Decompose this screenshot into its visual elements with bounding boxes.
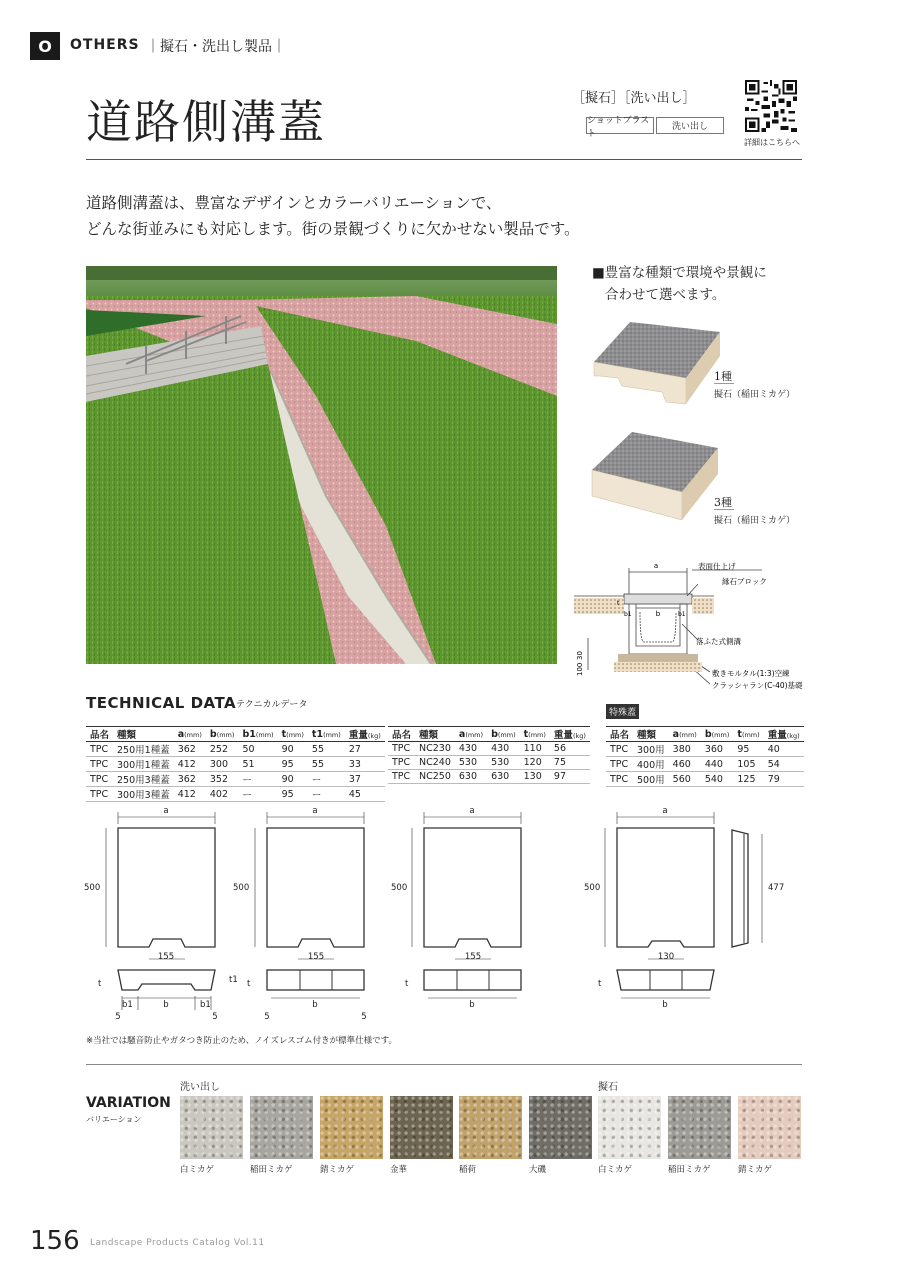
d2-notch: 155	[307, 952, 325, 962]
table3-header: b(mm)	[701, 727, 734, 742]
table-cell: 630	[455, 770, 487, 784]
table-cell: 352	[206, 772, 239, 787]
swatch-image	[250, 1096, 313, 1159]
table-cell: TPC	[606, 757, 633, 772]
d1-b1-left: b1	[122, 1000, 133, 1010]
table-cell: 50	[238, 742, 277, 757]
spec-table-3	[606, 726, 804, 787]
d3-a: a	[469, 806, 475, 816]
table-cell: 110	[520, 742, 550, 756]
section-label-surface: 表面仕上げ	[698, 562, 736, 571]
swatch-image	[390, 1096, 453, 1159]
table-cell: 130	[520, 770, 550, 784]
side-height: 477	[768, 883, 785, 893]
table-cell: 402	[206, 787, 239, 802]
swatch-image	[598, 1096, 661, 1159]
product-type3-image	[590, 430, 720, 522]
product-type1-number: 1種	[714, 370, 732, 383]
d2-a: a	[312, 806, 318, 816]
table-cell: 56	[550, 742, 590, 756]
variation-title: VARIATION	[86, 1095, 171, 1111]
d1-b1-right: b1	[200, 1000, 211, 1010]
d1-b: b	[163, 1000, 169, 1010]
table-cell: 380	[669, 742, 701, 757]
product-type3-label: 擬石（稲田ミカゲ）	[714, 516, 796, 526]
table-row	[606, 757, 804, 772]
swatch-image	[459, 1096, 522, 1159]
swatch-label: 金華	[390, 1165, 408, 1175]
table-cell: 300	[206, 757, 239, 772]
swatch-image	[180, 1096, 243, 1159]
tag-arai: 洗い出し	[656, 117, 724, 134]
table2-header: 種類	[415, 727, 455, 742]
table-cell: TPC	[86, 757, 113, 772]
tag-shotblast: ショットブラスト	[586, 117, 654, 134]
table-cell: ー	[308, 787, 345, 802]
d3-b: b	[469, 1000, 475, 1010]
table1-header: 種類	[113, 727, 174, 742]
table-cell: 54	[764, 757, 804, 772]
table-cell: 55	[308, 742, 345, 757]
table3-header: a(mm)	[669, 727, 701, 742]
table3-header: 種類	[633, 727, 669, 742]
d3-height: 500	[391, 883, 408, 893]
table2-header: 品名	[388, 727, 415, 742]
feature-heading	[592, 262, 767, 306]
table-cell: NC240	[415, 756, 455, 770]
table-cell: 95	[278, 757, 308, 772]
table-cell: 300用3種蓋	[113, 787, 174, 802]
table-cell: TPC	[86, 787, 113, 802]
table-row	[388, 770, 590, 784]
swatch-image	[738, 1096, 801, 1159]
product-type1-label: 擬石（稲田ミカゲ）	[714, 390, 796, 400]
subcategory-label: ｜擬石・洗出し製品｜	[146, 39, 286, 55]
table-cell: 430	[455, 742, 487, 756]
feature-heading-line-1: ■豊富な種類で環境や景観に	[592, 265, 767, 281]
table-cell: 630	[487, 770, 520, 784]
product-type1-image	[592, 318, 722, 406]
table-cell: 440	[701, 757, 734, 772]
table-row	[388, 742, 590, 756]
d2-margin-left: 5	[264, 1012, 270, 1022]
table2-header: b(mm)	[487, 727, 520, 742]
table-cell: NC250	[415, 770, 455, 784]
table2-header: t(mm)	[520, 727, 550, 742]
swatch-image	[668, 1096, 731, 1159]
table-cell: 412	[174, 757, 206, 772]
table-cell: 500用	[633, 772, 669, 787]
table-cell: 560	[669, 772, 701, 787]
d1-t: t	[98, 979, 102, 989]
d3-t: t	[405, 979, 409, 989]
feature-heading-line-2: 合わせて選べます。	[605, 287, 726, 303]
intro-line-2: どんな街並みにも対応します。街の景観づくりに欠かせない製品です。	[86, 220, 580, 238]
table-row	[86, 772, 385, 787]
table-cell: TPC	[86, 742, 113, 757]
section-diagram	[574, 558, 814, 692]
table-cell: TPC	[388, 742, 415, 756]
swatch-label: 白ミカゲ	[598, 1165, 633, 1175]
table3-header: 重量(kg)	[764, 727, 804, 742]
table1-header: b1(mm)	[238, 727, 277, 742]
swatch-label: 稲田ミカゲ	[250, 1165, 293, 1175]
product-type1-rule	[714, 383, 734, 384]
d4-a: a	[662, 806, 668, 816]
table-cell: 250用1種蓋	[113, 742, 174, 757]
swatch-label: 錆ミカゲ	[320, 1165, 355, 1175]
section-dim-30: 30	[576, 651, 584, 660]
table1-header: t(mm)	[278, 727, 308, 742]
table1-header: t1(mm)	[308, 727, 345, 742]
d4-b: b	[662, 1000, 668, 1010]
table-cell: 120	[520, 756, 550, 770]
table-cell: 250用3種蓋	[113, 772, 174, 787]
section-a-label: a	[653, 562, 659, 570]
table-row	[86, 742, 385, 757]
section-b-label: b	[655, 610, 661, 618]
dimension-drawings	[80, 800, 810, 1022]
table-cell: 400用	[633, 757, 669, 772]
section-label-base: クラッシャラン(C-40)基礎	[712, 681, 803, 690]
title-divider	[86, 159, 802, 160]
table-cell: 105	[733, 757, 763, 772]
product-type3-number: 3種	[714, 496, 732, 509]
table-row	[606, 772, 804, 787]
table-cell: 300用	[633, 742, 669, 757]
table-cell: TPC	[606, 742, 633, 757]
product-type3-rule	[714, 509, 734, 510]
swatch-image	[529, 1096, 592, 1159]
page-title: 道路側溝蓋	[86, 95, 326, 149]
table-cell: 300用1種蓋	[113, 757, 174, 772]
swatch-label: 大磯	[529, 1165, 547, 1175]
table-cell: 540	[701, 772, 734, 787]
table-cell: 79	[764, 772, 804, 787]
swatch-image	[320, 1096, 383, 1159]
qr-code[interactable]	[745, 80, 797, 132]
table-cell: 360	[701, 742, 734, 757]
table-cell: 530	[487, 756, 520, 770]
section-b1-right: b1	[678, 611, 686, 618]
table-row	[86, 757, 385, 772]
swatch-label: 稲田ミカゲ	[668, 1165, 711, 1175]
d2-height: 500	[233, 883, 250, 893]
spec-table-2	[388, 726, 590, 784]
table-row	[388, 756, 590, 770]
table-cell: 45	[345, 787, 385, 802]
section-label-mortar: 敷きモルタル(1:3)空練	[712, 669, 790, 678]
table-cell: 95	[278, 787, 308, 802]
qr-caption: 詳細はこちらへ	[744, 138, 800, 147]
table1-header: 品名	[86, 727, 113, 742]
table-cell: 97	[550, 770, 590, 784]
table-cell: 40	[764, 742, 804, 757]
table-cell: 125	[733, 772, 763, 787]
table-cell: 252	[206, 742, 239, 757]
d2-t: t	[247, 979, 251, 989]
swatch-label: 錆ミカゲ	[738, 1165, 773, 1175]
intro-line-1: 道路側溝蓋は、豊富なデザインとカラーバリエーションで、	[86, 194, 502, 212]
table-cell: 27	[345, 742, 385, 757]
special-badge: 特殊蓋	[606, 704, 639, 719]
d1-height: 500	[84, 883, 101, 893]
d1-notch: 155	[157, 952, 175, 962]
table-cell: 362	[174, 772, 206, 787]
table-cell: 412	[174, 787, 206, 802]
technical-title-jp: テクニカルデータ	[236, 700, 308, 710]
swatch-label: 白ミカゲ	[180, 1165, 215, 1175]
section-t-label: t	[617, 600, 620, 607]
table2-header: a(mm)	[455, 727, 487, 742]
page-number: 156	[30, 1226, 80, 1256]
table3-header: 品名	[606, 727, 633, 742]
d1-margin-left: 5	[115, 1012, 121, 1022]
footnote: ※当社では騒音防止やガタつき防止のため、ノイズレスゴム付きが標準仕様です。	[86, 1036, 398, 1046]
table-cell: 55	[308, 757, 345, 772]
technical-title: TECHNICAL DATA	[86, 694, 237, 712]
table2-header: 重量(kg)	[550, 727, 590, 742]
section-label-curb: 縁石ブロック	[722, 577, 767, 586]
table-cell: ー	[308, 772, 345, 787]
section-label-gutter: 落ふた式側溝	[696, 637, 741, 646]
table1-header: 重量(kg)	[345, 727, 385, 742]
table-row	[606, 742, 804, 757]
category-badge: O	[30, 32, 60, 60]
table-cell: 37	[345, 772, 385, 787]
table-cell: 362	[174, 742, 206, 757]
intro-text	[86, 190, 580, 242]
d4-height: 500	[584, 883, 601, 893]
d1-margin-right: 5	[212, 1012, 218, 1022]
table3-header: t(mm)	[733, 727, 763, 742]
d4-notch: 130	[657, 952, 675, 962]
spec-table-1	[86, 726, 385, 802]
catalog-name: Landscape Products Catalog Vol.11	[90, 1238, 265, 1248]
table-cell: TPC	[606, 772, 633, 787]
table-cell: TPC	[388, 756, 415, 770]
table1-header: b(mm)	[206, 727, 239, 742]
installation-photo	[86, 266, 557, 664]
table-cell: TPC	[86, 772, 113, 787]
variation-title-jp: バリエーション	[86, 1115, 142, 1124]
table-cell: NC230	[415, 742, 455, 756]
table-cell: 33	[345, 757, 385, 772]
section-b1-left: b1	[624, 611, 632, 618]
variation-group-arai: 洗い出し	[180, 1082, 220, 1093]
swatch-label: 稲荷	[459, 1165, 477, 1175]
table1-header: a(mm)	[174, 727, 206, 742]
category-label: OTHERS	[70, 37, 140, 53]
d4-t: t	[598, 979, 602, 989]
d1-a: a	[163, 806, 169, 816]
d3-notch: 155	[464, 952, 482, 962]
table-cell: ー	[238, 787, 277, 802]
finish-tags: ［擬石］［洗い出し］	[572, 91, 696, 106]
table-cell: 95	[733, 742, 763, 757]
table-cell: 90	[278, 772, 308, 787]
d1-t1: t1	[229, 975, 238, 985]
variation-divider	[86, 1064, 802, 1065]
table-cell: 460	[669, 757, 701, 772]
section-dim-100: 100	[576, 662, 584, 676]
d2-margin-right: 5	[361, 1012, 367, 1022]
table-cell: 430	[487, 742, 520, 756]
variation-group-gishi: 擬石	[598, 1082, 618, 1093]
table-cell: TPC	[388, 770, 415, 784]
table-cell: 530	[455, 756, 487, 770]
table-cell: 51	[238, 757, 277, 772]
d2-b: b	[312, 1000, 318, 1010]
table-cell: 75	[550, 756, 590, 770]
table-cell: 90	[278, 742, 308, 757]
table-cell: ー	[238, 772, 277, 787]
